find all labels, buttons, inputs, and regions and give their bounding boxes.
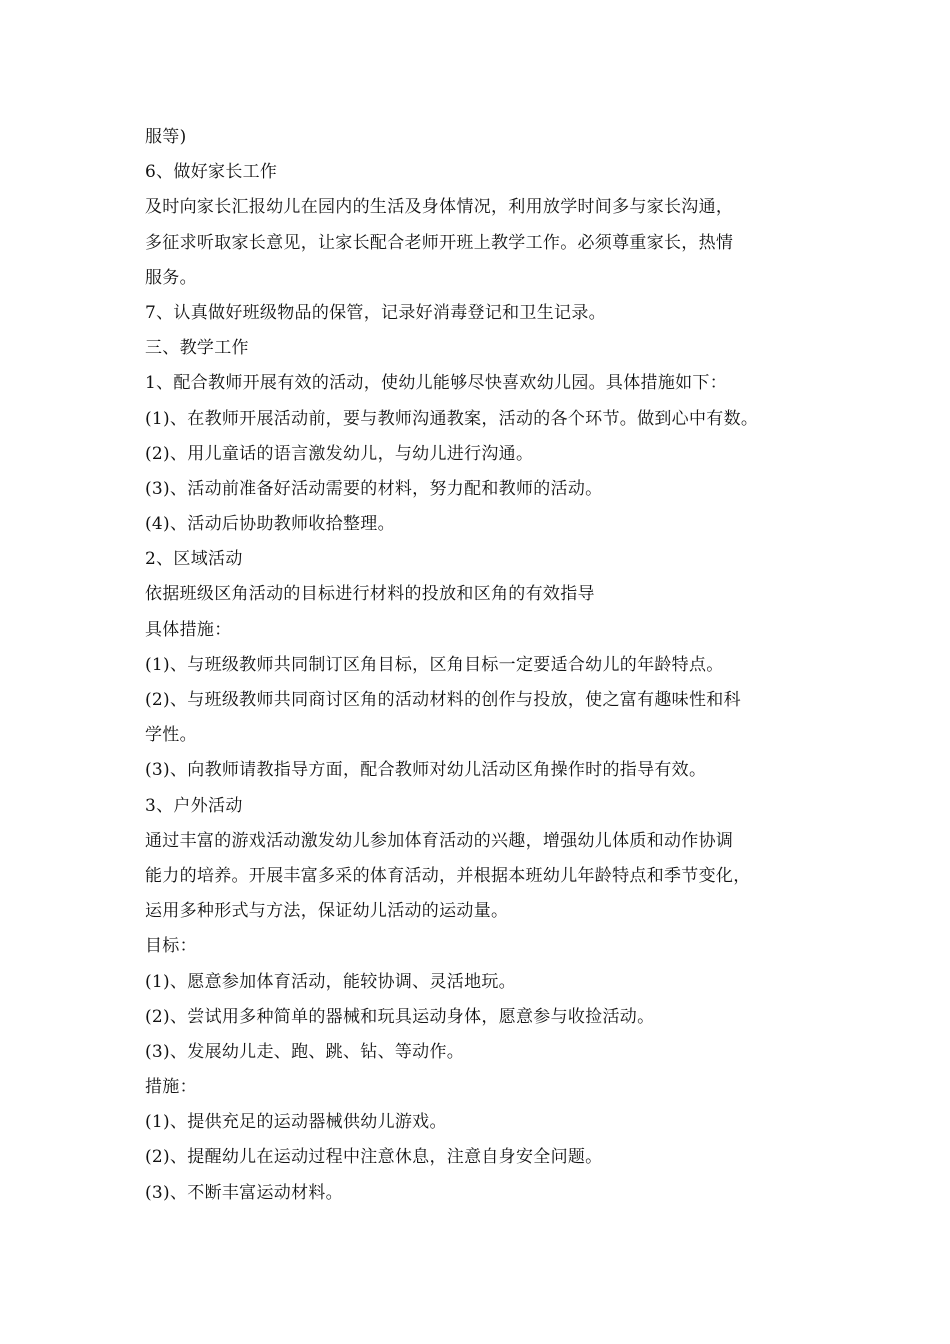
section-heading: 三、教学工作 xyxy=(145,338,249,359)
list-item: (3)、不断丰富运动材料。 xyxy=(145,1182,343,1203)
list-item: (3)、向教师请教指导方面，配合教师对幼儿活动区角操作时的指导有效。 xyxy=(145,760,707,781)
text-line: 措施： xyxy=(145,1077,197,1098)
section-heading: 6、做好家长工作 xyxy=(145,162,278,183)
section-heading: 2、区域活动 xyxy=(145,549,243,570)
list-item: (3)、活动前准备好活动需要的材料，努力配和教师的活动。 xyxy=(145,478,603,499)
list-item: (1)、在教师开展活动前，要与教师沟通教案，活动的各个环节。做到心中有数。 xyxy=(145,408,759,429)
text-line: 依据班级区角活动的目标进行材料的投放和区角的有效指导 xyxy=(145,584,595,605)
text-line: 多征求听取家长意见，让家长配合老师开班上教学工作。必须尊重家长，热情 xyxy=(145,232,734,253)
list-item: (2)、尝试用多种简单的器械和玩具运动身体，愿意参与收捡活动。 xyxy=(145,1006,655,1027)
list-item: (1)、提供充足的运动器械供幼儿游戏。 xyxy=(145,1112,447,1133)
list-item: (1)、与班级教师共同制订区角目标，区角目标一定要适合幼儿的年龄特点。 xyxy=(145,654,724,675)
text-line: 服务。 xyxy=(145,267,197,288)
text-line: 能力的培养。开展丰富多采的体育活动，并根据本班幼儿年龄特点和季节变化， xyxy=(145,865,751,886)
section-heading: 1、配合教师开展有效的活动，使幼儿能够尽快喜欢幼儿园。具体措施如下： xyxy=(145,373,728,394)
text-line: 运用多种形式与方法，保证幼儿活动的运动量。 xyxy=(145,901,509,922)
section-heading: 7、认真做好班级物品的保管，记录好消毒登记和卫生记录。 xyxy=(145,302,606,323)
list-item: (4)、活动后协助教师收拾整理。 xyxy=(145,514,395,535)
text-line: 目标： xyxy=(145,936,197,957)
text-line: 服等) xyxy=(145,127,187,147)
text-line: 及时向家长汇报幼儿在园内的生活及身体情况，利用放学时间多与家长沟通， xyxy=(145,197,734,218)
text-line: 学性。 xyxy=(145,725,197,746)
text-line: 具体措施： xyxy=(145,619,232,640)
list-item: (2)、与班级教师共同商讨区角的活动材料的创作与投放，使之富有趣味性和科 xyxy=(145,690,741,710)
section-heading: 3、户外活动 xyxy=(145,795,243,816)
list-item: (3)、发展幼儿走、跑、跳、钻、等动作。 xyxy=(145,1041,465,1062)
list-item: (1)、愿意参加体育活动，能较协调、灵活地玩。 xyxy=(145,971,516,992)
list-item: (2)、用儿童话的语言激发幼儿，与幼儿进行沟通。 xyxy=(145,443,534,464)
list-item: (2)、提醒幼儿在运动过程中注意休息，注意自身安全问题。 xyxy=(145,1147,603,1168)
document-body xyxy=(145,120,815,1211)
text-line: 通过丰富的游戏活动激发幼儿参加体育活动的兴趣，增强幼儿体质和动作协调 xyxy=(145,830,734,851)
